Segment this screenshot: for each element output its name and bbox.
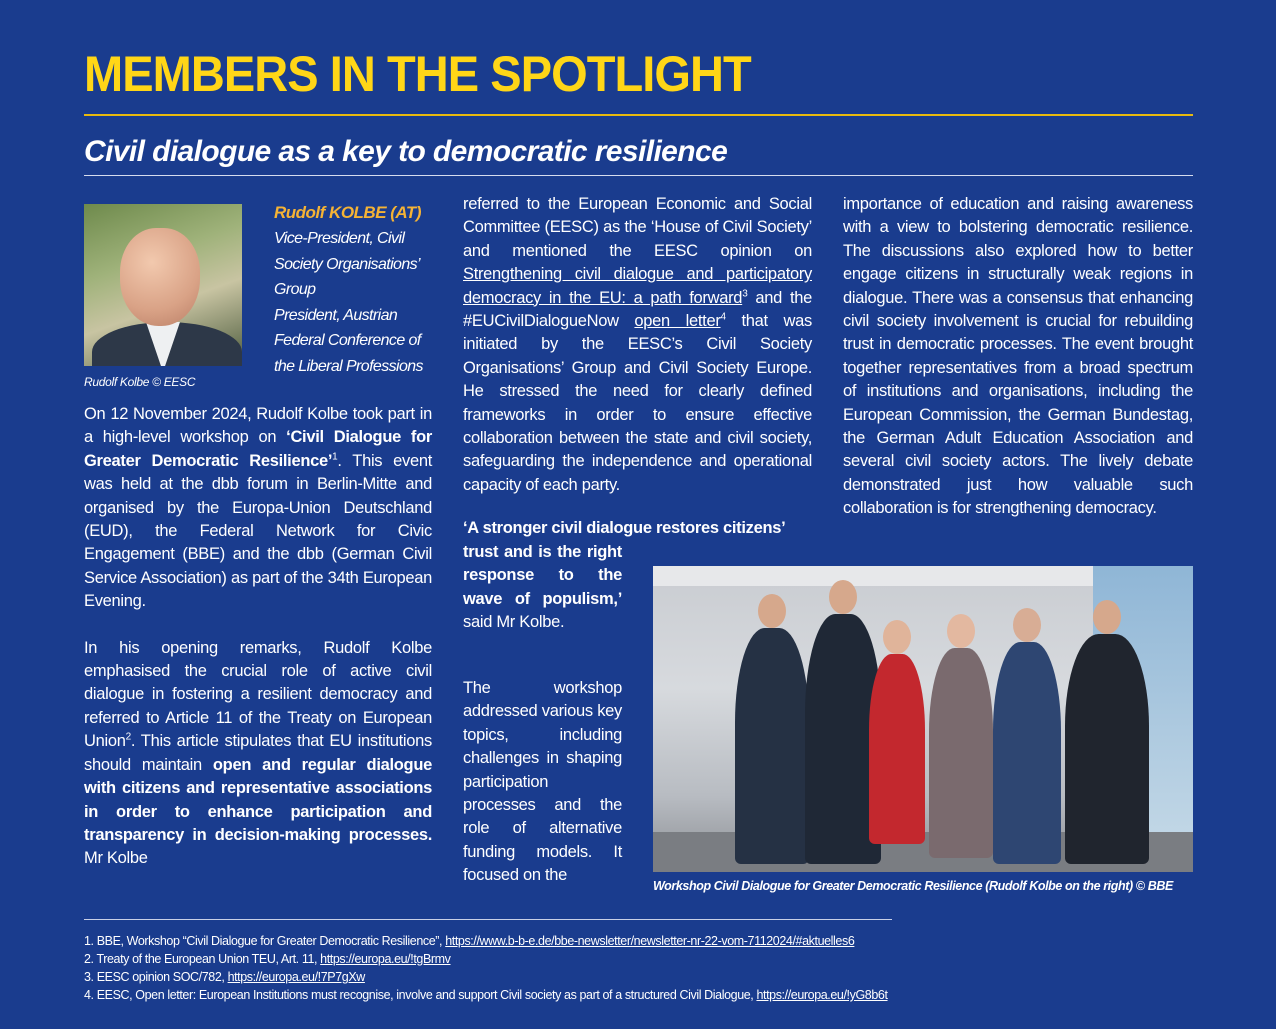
paragraph: In his opening remarks, Rudolf Kolbe emphasised the crucial role of active civil dialogue in fostering a resilient democracy and referred to Article 11 of the Treaty on European Union$^2$. This article stipulates that EU institutions should maintain open and regular dialogue with citizens and representative associations in order to enhance participation and transparency in decision-making processes. Mr Kolbe: [84, 638, 432, 868]
footnote: 3. EESC opinion SOC/782, https://europa.eu/!7P7gXw: [84, 970, 365, 984]
paragraph: referred to the European Economic and Social Committee (EESC) as the ‘House of Civil Society’ and mentioned the EESC opinion on Strengthening civil dialogue and participatory democracy in the EU: a path forward$^3$ and the #EUCivilDialogueNow open letter$^4$ that was initiated by the EESC’s Civil Society Organisations’ Group and Civil Society Europe. He stressed the need for clearly defined frameworks in order to ensure effective collaboration between the state and civil society, safeguarding the independence and operational capacity of each party.: [463, 195, 812, 494]
person-figure: [1065, 634, 1149, 864]
role-line: President, Austrian: [274, 306, 398, 324]
person-figure: [929, 648, 993, 858]
role-line: the Liberal Professions: [274, 357, 423, 375]
profile-name: Rudolf KOLBE (AT): [274, 203, 421, 222]
column-2-paragraph: The workshop addressed various key topics, including challenges in shaping participation processes and the role of alternative funding models. It focused on the: [463, 679, 622, 885]
column-2: [463, 193, 812, 497]
column-3: [843, 193, 1193, 521]
footnote-link[interactable]: https://europa.eu/!7P7gXw: [227, 970, 365, 984]
person-figure: [993, 642, 1061, 864]
portrait-photo: [84, 204, 242, 366]
footnote: 2. Treaty of the European Union TEU, Art. 11, https://europa.eu/!tgBrmv: [84, 952, 451, 966]
footnote-link[interactable]: https://www.b-b-e.de/bbe-newsletter/newsletter-nr-22-vom-7112024/#aktuelles6: [445, 934, 855, 948]
profile-role: [274, 226, 434, 379]
footnote: 4. EESC, Open letter: European Institutions must recognise, involve and support Civil society as part of a structured Civil Dialogue, https://europa.eu/!yG8b6t: [84, 988, 888, 1002]
portrait-caption: Rudolf Kolbe © EESC: [84, 375, 196, 389]
workshop-photo: [653, 566, 1193, 872]
footnotes: [84, 932, 1084, 1004]
footnote-link[interactable]: https://europa.eu/!tgBrmv: [320, 952, 451, 966]
workshop-photo-caption: Workshop Civil Dialogue for Greater Democratic Resilience (Rudolf Kolbe on the right) © BBE: [653, 879, 1173, 893]
title-divider: [84, 175, 1193, 176]
paragraph: importance of education and raising awareness with a view to bolstering democratic resilience. The discussions also explored how to better engage citizens in structurally weak regions in dialogue. There was a consensus that enhancing civil society involvement is crucial for rebuilding trust in democratic processes. The event brought together representatives from a broad spectrum of institutions and organisations, including the European Commission, the German Bundestag, the German Adult Education Association and several civil society actors. The lively debate demonstrated just how valuable such collaboration is for strengthening democracy.: [843, 195, 1193, 518]
role-line: Vice-President, Civil: [274, 230, 405, 247]
eesc-opinion-link[interactable]: Strengthening civil dialogue and participatory democracy in the EU: a path forward: [463, 265, 812, 307]
person-figure: [735, 628, 809, 864]
pull-quote: trust and is the right response to the wave of populism,’ said Mr Kolbe.: [463, 543, 622, 632]
role-line: Federal Conference of: [274, 332, 421, 349]
person-figure: [869, 654, 925, 844]
open-letter-link[interactable]: open letter: [634, 312, 721, 331]
role-line: Society Organisations’: [274, 255, 420, 273]
article-title: Civil dialogue as a key to democratic resilience: [84, 135, 728, 168]
footnote: 1. BBE, Workshop “Civil Dialogue for Greater Democratic Resilience”, https://www.b-b-e.de/bbe-newsletter/newsletter-nr-22-vom-7112024/#aktuelles6: [84, 934, 855, 948]
role-line: Group: [274, 281, 316, 298]
section-divider: [84, 114, 1193, 116]
column-1: [84, 403, 432, 871]
portrait-face: [120, 228, 200, 326]
pull-quote-line: ‘A stronger civil dialogue restores citizens’: [463, 519, 786, 537]
paragraph: On 12 November 2024, Rudolf Kolbe took part in a high-level workshop on ‘Civil Dialogue for Greater Democratic Resilience’$^1$. This event was held at the dbb forum in Berlin-Mitte and organised by the Europa-Union Deutschland (EUD), the Federal Network for Civic Engagement (BBE) and the dbb (German Civil Service Association) as part of the 34th European Evening.: [84, 405, 432, 611]
footnote-divider: [84, 919, 892, 920]
footnote-link[interactable]: https://europa.eu/!yG8b6t: [756, 988, 888, 1002]
section-title: MEMBERS IN THE SPOTLIGHT: [84, 46, 751, 102]
